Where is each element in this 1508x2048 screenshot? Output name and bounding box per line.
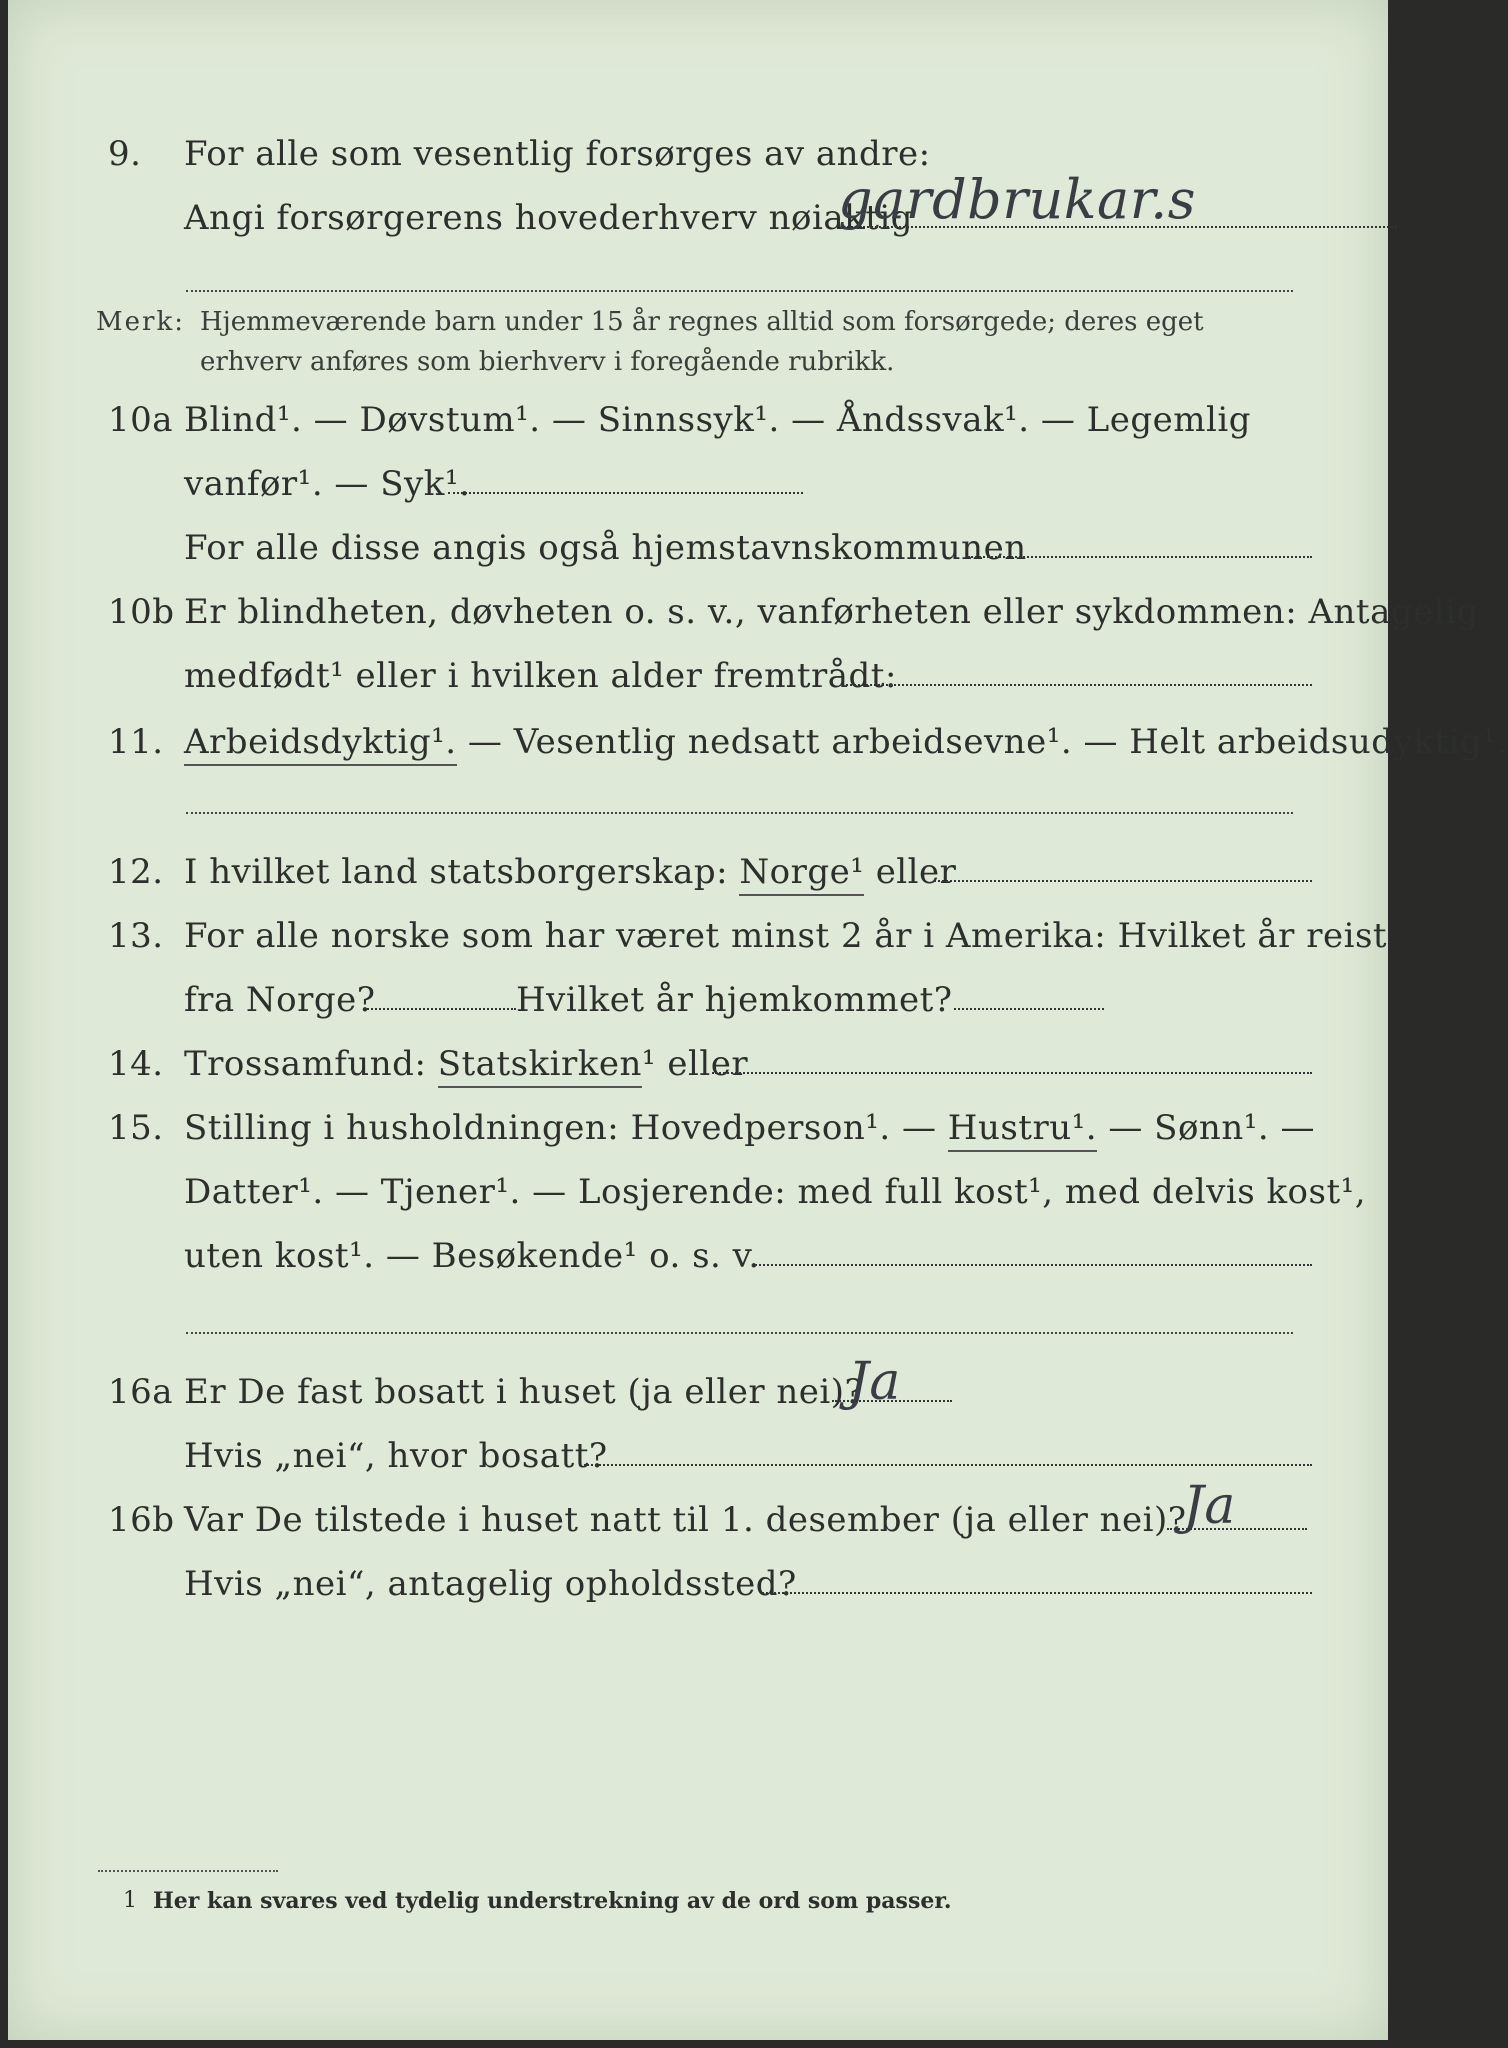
question-number: 11. <box>108 722 164 762</box>
question-text <box>184 840 956 904</box>
question-text: Angi forsørgerens hovederhverv nøiaktig <box>184 198 914 238</box>
question-text: uten kost¹. — Besøkende¹ o. s. v. <box>184 1236 760 1276</box>
question-text: Hvilket år hjemkommet? <box>516 980 953 1020</box>
question-text: For alle norske som har været minst 2 år i Amerika: Hvilket år reist <box>184 916 1388 956</box>
underlined-answer: Arbeidsdyktig¹. <box>184 722 457 766</box>
answer-line <box>186 812 1293 814</box>
answer-line <box>968 556 1312 558</box>
footnote-text: Her kan svares ved tydelig understrekning av de ord som passer. <box>153 1888 952 1914</box>
question-text-rest: — Vesentlig nedsatt arbeidsevne¹. — Helt arbeidsudyktig¹. <box>467 722 1508 762</box>
question-text-pre: Stilling i husholdningen: Hovedperson¹. — <box>184 1108 937 1148</box>
question-number: 12. <box>108 852 164 892</box>
answer-line <box>364 1008 516 1010</box>
answer-line <box>186 290 1293 292</box>
question-text: Hvis „nei“, hvor bosatt? <box>184 1436 608 1476</box>
question-text-post: eller <box>875 852 957 892</box>
census-form-page <box>8 0 1508 2040</box>
handwritten-answer: gardbrukar.s <box>838 168 1196 231</box>
question-number: 15. <box>108 1108 164 1148</box>
question-text: Blind¹. — Døvstum¹. — Sinnssyk¹. — Åndssvak¹. — Legemlig <box>184 400 1251 440</box>
footnote-mark: 1 <box>123 1888 137 1913</box>
footnote <box>123 1888 952 1914</box>
answer-line <box>762 1592 1312 1594</box>
answer-line <box>1167 1528 1307 1530</box>
question-number: 16a <box>108 1372 174 1412</box>
answer-line <box>448 492 803 494</box>
question-text: For alle disse angis også hjemstavnskommunen <box>184 528 1027 568</box>
question-text: Hvis „nei“, antagelig opholdssted? <box>184 1564 797 1604</box>
answer-line <box>954 1008 1104 1010</box>
underlined-answer: Hustru¹. <box>948 1108 1097 1152</box>
question-text: medfødt¹ eller i hvilken alder fremtrådt: <box>184 656 897 696</box>
question-text: Er De fast bosatt i huset (ja eller nei)? <box>184 1372 864 1412</box>
question-text: Datter¹. — Tjener¹. — Losjerende: med full kost¹, med delvis kost¹, <box>184 1172 1367 1212</box>
answer-line <box>842 226 1397 228</box>
answer-line <box>712 1072 1312 1074</box>
answer-line <box>186 1332 1293 1334</box>
question-number: 16b <box>108 1500 175 1540</box>
question-text <box>184 1096 1315 1160</box>
answer-line <box>842 684 1312 686</box>
question-number: 10a <box>108 400 174 440</box>
question-text <box>184 710 1508 774</box>
answer-line <box>752 1264 1312 1266</box>
footnote-divider <box>98 1870 278 1872</box>
handwritten-answer: Ja <box>1183 1476 1236 1536</box>
question-text-pre: Trossamfund: <box>184 1044 427 1084</box>
note-label: Merk: <box>96 307 185 337</box>
question-number: 13. <box>108 916 164 956</box>
question-number: 9. <box>108 134 142 174</box>
question-text: For alle som vesentlig forsørges av andre: <box>184 134 931 174</box>
question-text-post: — Sønn¹. — <box>1108 1108 1315 1148</box>
handwritten-answer: Ja <box>848 1352 901 1412</box>
question-text-pre: I hvilket land statsborgerskap: <box>184 852 729 892</box>
question-text-post: ¹ eller <box>641 1044 749 1084</box>
question-text: Er blindheten, døvheten o. s. v., vanførheten eller sykdommen: Antagelig <box>184 592 1479 632</box>
underlined-answer: Norge¹ <box>739 852 864 896</box>
note-text: Hjemmeværende barn under 15 år regnes alltid som forsørgede; deres eget erhverv anføres som bierhverv i foregående rubrikk. <box>200 307 1204 377</box>
answer-line <box>584 1464 1312 1466</box>
question-text: fra Norge? <box>184 980 376 1020</box>
question-text <box>184 1032 748 1096</box>
question-number: 10b <box>108 592 175 632</box>
question-text: Var De tilstede i huset natt til 1. desember (ja eller nei)? <box>184 1500 1187 1540</box>
question-number: 14. <box>108 1044 164 1084</box>
underlined-answer: Statskirken <box>438 1044 642 1088</box>
answer-line <box>832 1400 952 1402</box>
question-text: vanfør¹. — Syk¹. <box>184 464 471 504</box>
answer-line <box>934 880 1312 882</box>
